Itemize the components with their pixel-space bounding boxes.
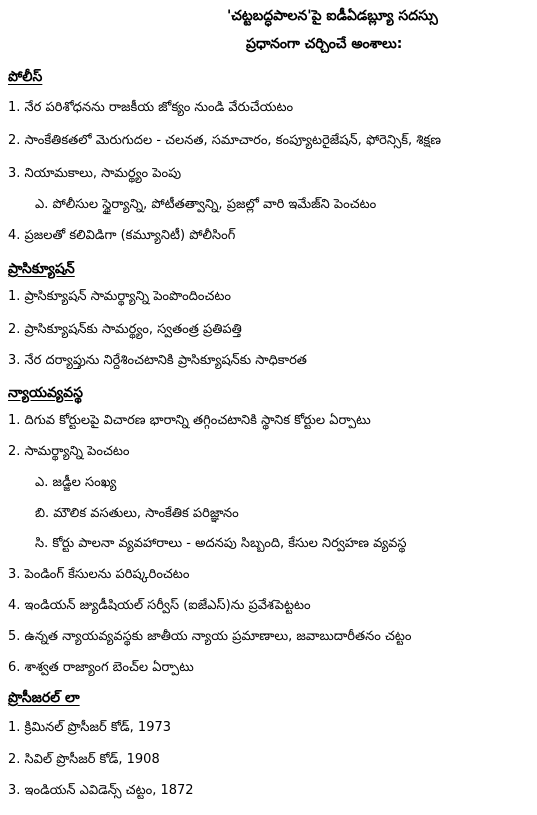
document-subtitle: ప్రధానంగా చర్చించే అంశాలు: <box>246 36 403 52</box>
list-item: 5. ఉన్నత న్యాయవ్యవస్థకు జాతీయ న్యాయ ప్రమాణాలు, జవాబుదారీతనం చట్టం <box>8 629 412 644</box>
section-heading-judiciary: న్యాయవ్యవస్థ <box>8 385 83 401</box>
document-title: 'చట్టబద్ధపాలన'పై ఐడీఏడబ్ల్యూ సదస్సు <box>227 8 438 24</box>
section-heading-prosecution: ప్రాసిక్యూషన్ <box>8 261 75 277</box>
list-item: 1. ప్రాసిక్యూషన్ సామర్థ్యాన్ని పెంపొందించటం <box>8 289 231 304</box>
list-item: 1. నేర పరిశోధనను రాజకీయ జోక్యం నుండి వేరుచేయటం <box>8 100 294 115</box>
sub-list-item: ఎ. పోలీసుల స్థైర్యాన్ని, పోటీతత్వాన్ని, ప్రజల్లో వారి ఇమేజ్‌ని పెంచటం <box>35 197 377 212</box>
section-heading-procedural-law: ప్రొసీజరల్ లా <box>8 690 80 706</box>
list-item: 4. ప్రజలతో కలివిడిగా (కమ్యూనిటీ) పోలీసింగ్ <box>8 228 236 243</box>
list-item: 3. నియామకాలు, సామర్థ్యం పెంపు <box>8 166 182 181</box>
sub-list-item: సి. కోర్టు పాలనా వ్యవహారాలు - అదనపు సిబ్బంది, కేసుల నిర్వహణ వ్యవస్థ <box>35 536 407 551</box>
list-item: 4. ఇండియన్ జ్యుడీషియల్ సర్వీస్ (ఐజేఎస్)ను ప్రవేశపెట్టటం <box>8 598 311 613</box>
sub-list-item: ఎ. జడ్జీల సంఖ్య <box>35 475 117 490</box>
list-item: 3. పెండింగ్ కేసులను పరిష్కరించటం <box>8 567 190 582</box>
list-item: 2. ప్రాసిక్యూషన్‌కు సామర్థ్యం, స్వతంత్ర ప్రతిపత్తి <box>8 322 242 337</box>
list-item: 3. ఇండియన్ ఎవిడెన్స్ చట్టం, 1872 <box>8 783 194 798</box>
list-item: 2. సామర్థ్యాన్ని పెంచటం <box>8 444 130 459</box>
list-item: 1. క్రిమినల్ ప్రొసీజర్ కోడ్, 1973 <box>8 720 172 735</box>
section-heading-police: పోలీస్ <box>8 69 43 85</box>
list-item: 1. దిగువ కోర్టులపై విచారణ భారాన్ని తగ్గించటానికి స్థానిక కోర్టుల ఏర్పాటు <box>8 413 371 428</box>
list-item: 3. నేర దర్యాప్తును నిర్దేశించటానికి ప్రాసిక్యూషన్‌కు సాధికారత <box>8 353 307 368</box>
list-item: 2. సాంకేతికతలో మెరుగుదల - చలనత, సమాచారం, కంప్యూటరైజేషన్, ఫోరెన్సిక్, శిక్షణ <box>8 133 441 148</box>
list-item: 6. శాశ్వత రాజ్యాంగ బెంచ్‌ల ఏర్పాటు <box>8 660 194 675</box>
list-item: 2. సివిల్ ప్రొసీజర్ కోడ్, 1908 <box>8 752 160 767</box>
sub-list-item: బి. మౌలిక వసతులు, సాంకేతిక పరిజ్ఞానం <box>35 506 239 521</box>
